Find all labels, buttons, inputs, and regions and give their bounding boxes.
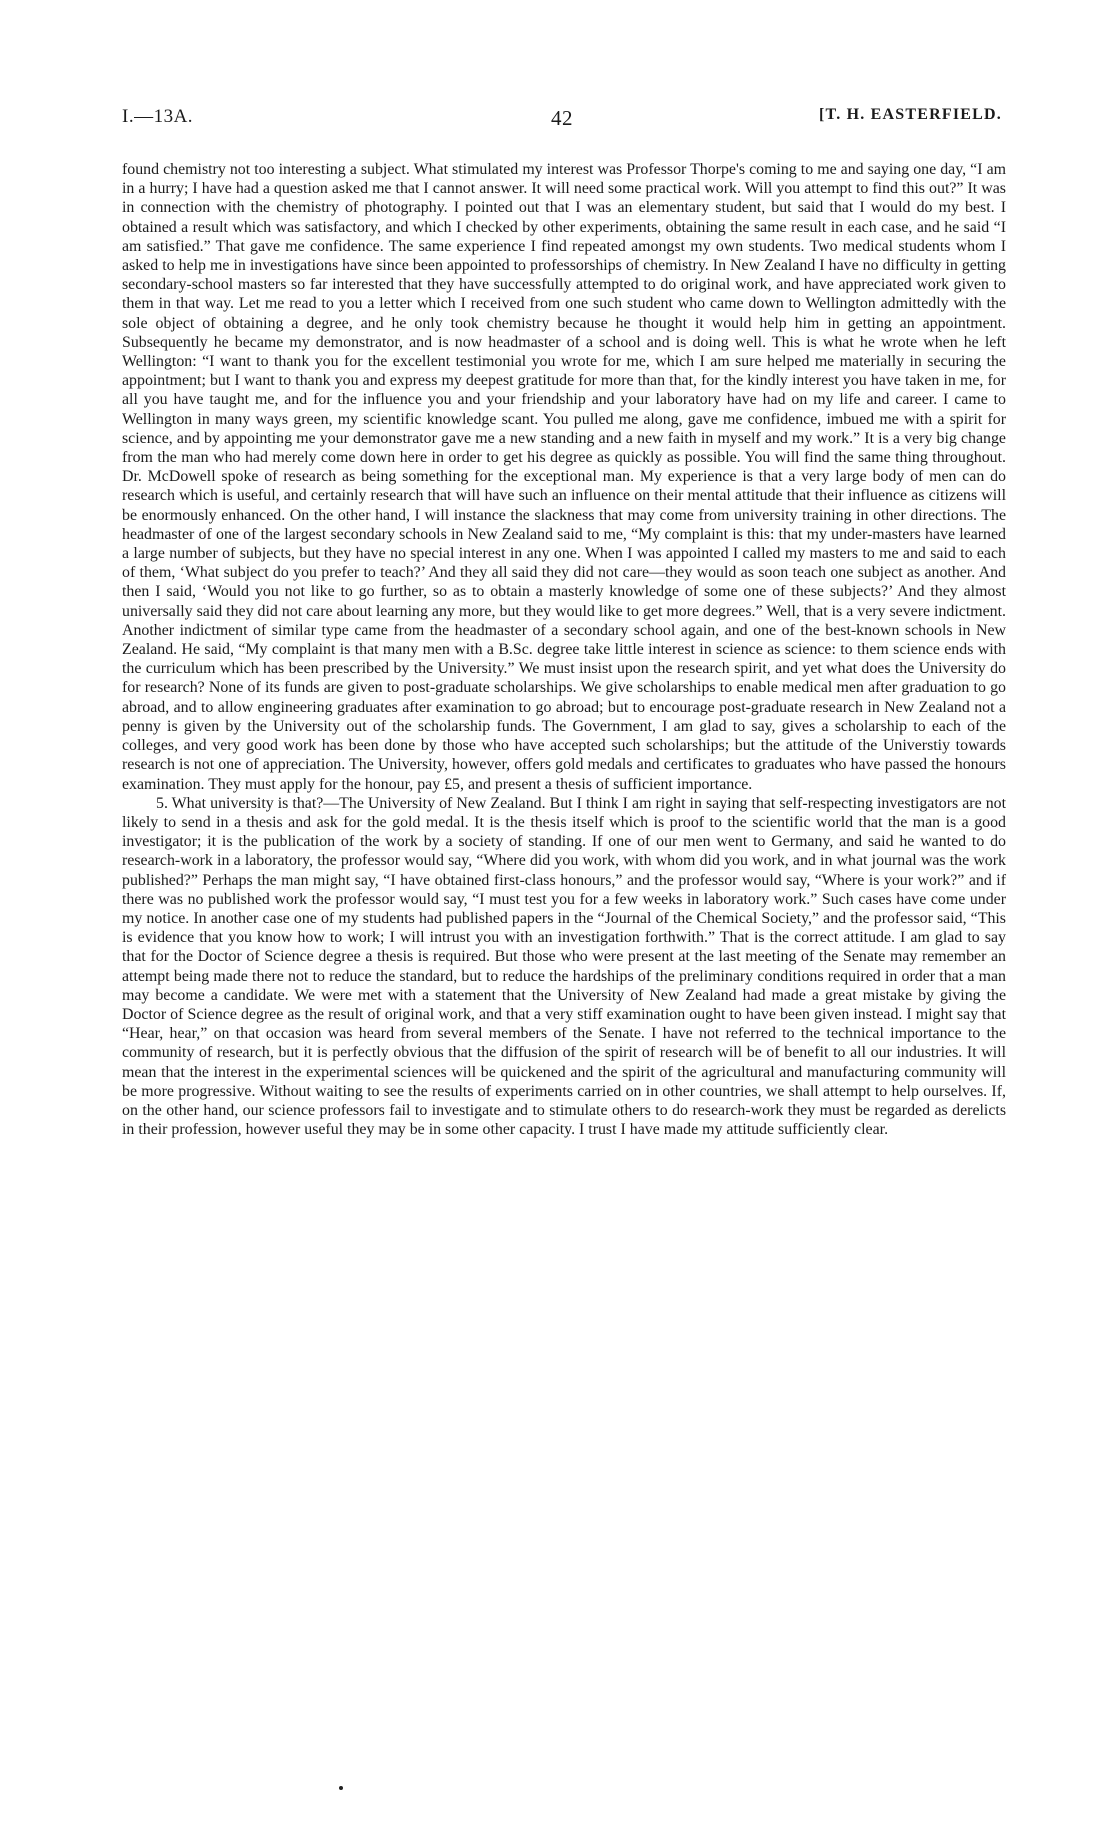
speaker-name: [T. H. EASTERFIELD. xyxy=(819,106,1002,123)
page-header xyxy=(122,106,1002,136)
paragraph-question-5: 5. What university is that?—The University of New Zealand. But I think I am right in saying that self-respecting investigators are not likely to send in a thesis and ask for the gold medal. It is the thesis itself which is proof to the scientific world that the man is a good investigator; it is the publication of the work by a society of standing. If one of our men went to Germany, and said he wanted to do research-work in a laboratory, the professor would say, “Where did you work, with whom did you work, and in what journal was the work published?” Perhaps the man might say, “I have obtained first-class honours,” and the professor would say, “Where is your work?” and if there was no published work the professor would say, “I must test you for a few weeks in laboratory work.” Such cases have come under my notice. In another case one of my students had published papers in the “Journal of the Chemical Society,” and the professor said, “This is evidence that you know how to work; I will intrust you with an investigation forthwith.” That is the correct attitude. I am glad to say that for the Doctor of Science degree a thesis is required. But those who were present at the last meeting of the Senate may remember an attempt being made there not to reduce the standard, but to reduce the hardships of the preliminary conditions required in order that a man may become a candidate. We were met with a statement that the University of New Zealand had made a great mistake by giving the Doctor of Science degree as the result of original work, and that a very stiff examination ought to have been given instead. I might say that “Hear, hear,” on that occasion was heard from several members of the Senate. I have not referred to the technical importance to the community of research, but it is perfectly obvious that the diffusion of the spirit of research will be of benefit to all our industries. It will mean that the interest in the experimental sciences will be quickened and the spirit of the agricultural and manufacturing community will be more progressive. Without waiting to see the results of experiments carried on in other countries, we shall attempt to help ourselves. If, on the other hand, our science professors fail to investigate and to stimulate others to do research-work they must be regarded as derelicts in their profession, however useful they may be in some other capacity. I trust I have made my attitude sufficiently clear. xyxy=(122,794,1006,1139)
paragraph-continued: found chemistry not too interesting a subject. What stimulated my interest was Professor Thorpe's coming to me and saying one day, “I am in a hurry; I have had a question asked me that I cannot answer. It will need some practical work. Will you attempt to find this out?” It was in connection with the chemistry of photography. I pointed out that I was an elementary student, but said that I would do my best. I obtained a result which was satisfactory, and which I checked by other experiments, obtaining the same result in each case, and he said “I am satisfied.” That gave me confidence. The same experience I find repeated amongst my own students. Two medical students whom I asked to help me in investigations have since been appointed to professorships of chemistry. In New Zealand I have no difficulty in getting secondary-school masters so far interested that they have successfully attempted to do original work, and have appreciated work given to them in that way. Let me read to you a letter which I received from one such student who came down to Wellington admittedly with the sole object of obtaining a degree, and he only took chemistry because he thought it would help him in getting an appointment. Subsequently he became my demonstrator, and is now headmaster of a school and is doing well. This is what he wrote when he left Wellington: “I want to thank you for the excellent testimonial you wrote for me, which I am sure helped me materially in securing the appointment; but I want to thank you and express my deepest gratitude for more than that, for the kindly interest you have taken in me, for all you have taught me, and for the influence you and your friendship and your laboratory have had on my life and career. I came to Wellington in many ways green, my scientific knowledge scant. You pulled me along, gave me confidence, imbued me with a spirit for science, and by appointing me your demonstrator gave me a new standing and a new faith in myself and my work.” It is a very big change from the man who had merely come down here in order to get his degree as quickly as possible. You will find the same thing throughout. Dr. McDowell spoke of research as being something for the exceptional man. My experience is that a very large body of men can do research which is useful, and certainly research that will have such an influence on their mental attitude that their influence as citizens will be enormously enhanced. On the other hand, I will instance the slackness that may come from university training in other directions. The headmaster of one of the largest secondary schools in New Zealand said to me, “My complaint is this: that my under-masters have learned a large number of subjects, but they have no special interest in any one. When I was appointed I called my masters to me and said to each of them, ‘What subject do you prefer to teach?’ And they all said they did not care—they would as soon teach one subject as another. And then I said, ‘Would you not like to go further, so as to obtain a masterly knowledge of some one of these subjects?’ And they almost universally said they did not care about learning any more, but they would like to get more degrees.” Well, that is a very severe indictment. Another indictment of similar type came from the headmaster of a secondary school again, and one of the best-known schools in New Zealand. He said, “My complaint is that many men with a B.Sc. degree take little interest in science as science: to them science ends with the curriculum which has been prescribed by the University.” We must insist upon the research spirit, and yet what does the University do for research? None of its funds are given to post-graduate scholarships. We give scholarships to enable medical men after graduation to go abroad, and to allow engineering graduates after examination to go abroad; but to encourage post-graduate research in New Zealand not a penny is given by the University out of the scholarship funds. The Government, I am glad to say, gives a scholarship to each of the colleges, and very good work has been done by those who have accepted such scholarships; but the attitude of the Universtiy towards research is not one of appreciation. The University, however, offers gold medals and certificates to graduates who have passed the honours examination. They must apply for the honour, pay £5, and present a thesis of sufficient importance. xyxy=(122,161,1006,793)
paper-reference: I.—13A. xyxy=(122,106,194,127)
page-number: 42 xyxy=(551,106,573,130)
body-text xyxy=(122,160,1006,1139)
stray-mark xyxy=(339,1786,343,1790)
